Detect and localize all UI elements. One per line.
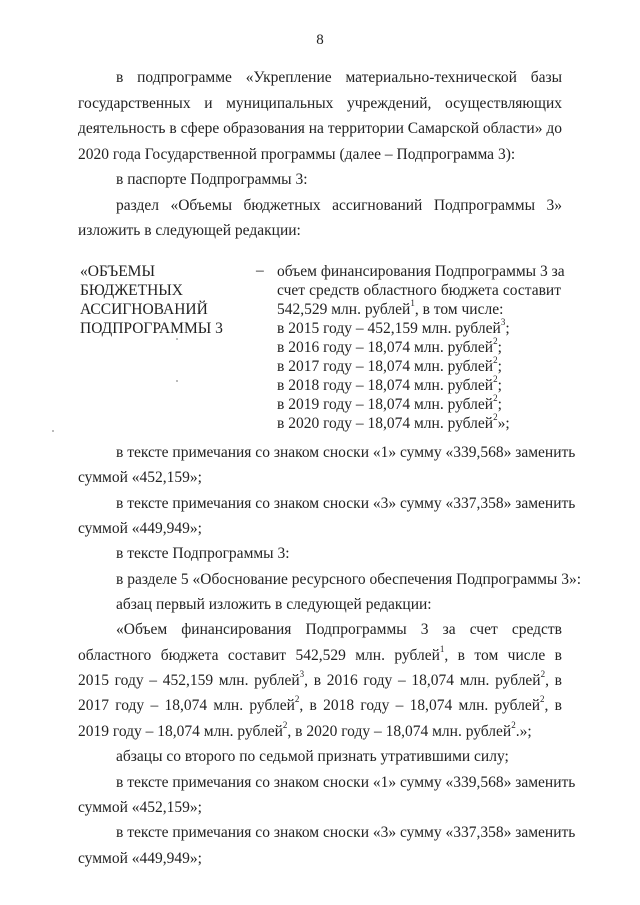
table-year-line: в 2015 году – 452,159 млн. рублей$^3$;: [277, 316, 510, 337]
paragraph-line: суммой «449,949»;: [78, 850, 202, 867]
paragraph-line: в тексте примечания со знаком сноски «3» сумму «337,358» заменить: [116, 495, 576, 512]
table-left-line: АССИГНОВАНИЙ: [80, 301, 208, 318]
scan-speck: [176, 380, 178, 382]
table-right-column: [277, 262, 565, 433]
table-year-line: в 2020 году – 18,074 млн. рублей$^2$»;: [277, 411, 510, 432]
paragraph-line: в тексте Подпрограммы 3:: [116, 545, 290, 562]
table-year-line: в 2018 году – 18,074 млн. рублей$^2$;: [277, 373, 502, 394]
table-right-line: объем финансирования Подпрограммы 3 за: [277, 263, 565, 280]
paragraph-line: 2017 году – 18,074 млн. рублей$^2$, в 2018 году – 18,074 млн. рублей$^2$, в: [78, 693, 562, 714]
paragraph-line: абзацы со второго по седьмой признать утратившими силу;: [116, 748, 509, 765]
paragraph-line: в тексте примечания со знаком сноски «1» сумму «339,568» заменить: [116, 444, 576, 461]
paragraph-line: изложить в следующей редакции:: [78, 222, 301, 239]
table-left-line: ПОДПРОГРАММЫ 3: [80, 320, 223, 337]
paragraph-line: суммой «452,159»;: [78, 799, 202, 816]
paragraph-line: деятельность в сфере образования на территории Самарской области» до: [78, 120, 562, 137]
paragraph-line: раздел «Объемы бюджетных ассигнований Подпрограммы 3»: [116, 197, 562, 214]
page-number: 8: [316, 32, 324, 48]
table-year-line: в 2016 году – 18,074 млн. рублей$^2$;: [277, 335, 502, 356]
paragraph-line: абзац первый изложить в следующей редакции:: [116, 596, 432, 613]
scan-speck: [52, 430, 54, 432]
paragraph-line: областного бюджета составит 542,529 млн. рублей$^1$, в том числе в: [78, 643, 562, 664]
table-year-line: в 2019 году – 18,074 млн. рублей$^2$;: [277, 392, 502, 413]
paragraph-line: суммой «449,949»;: [78, 520, 202, 537]
paragraph-line: государственных и муниципальных учреждений, осуществляющих: [78, 95, 562, 112]
paragraph-line: в паспорте Подпрограммы 3:: [116, 171, 308, 188]
paragraph-line: в тексте примечания со знаком сноски «1» сумму «339,568» заменить: [116, 774, 576, 791]
paragraph-line: в тексте примечания со знаком сноски «3» сумму «337,358» заменить: [116, 824, 576, 841]
paragraph-line: в подпрограмме «Укрепление материально-технической базы: [116, 69, 562, 86]
paragraph-line: 2020 года Государственной программы (далее – Подпрограмма 3):: [78, 146, 516, 163]
paragraph-line: 2019 году – 18,074 млн. рублей$^2$, в 2020 году – 18,074 млн. рублей$^2$.»;: [78, 719, 532, 740]
paragraph-line: в разделе 5 «Обоснование ресурсного обеспечения Подпрограммы 3»:: [116, 571, 581, 588]
scan-speck: [176, 338, 178, 340]
table-left-line: БЮДЖЕТНЫХ: [80, 282, 183, 299]
table-left-column: [80, 262, 223, 338]
table-left-line: «ОБЪЕМЫ: [80, 263, 155, 280]
table-dash: –: [256, 262, 264, 279]
paragraph-line: суммой «452,159»;: [78, 469, 202, 486]
paragraph-line: 2015 году – 452,159 млн. рублей$^3$, в 2016 году – 18,074 млн. рублей$^2$, в: [78, 668, 562, 689]
table-right-line: счет средств областного бюджета составит: [277, 282, 561, 299]
paragraph-line: «Объем финансирования Подпрограммы 3 за счет средств: [116, 621, 562, 638]
table-right-line: 542,529 млн. рублей$^1$, в том числе:: [277, 297, 504, 318]
table-year-line: в 2017 году – 18,074 млн. рублей$^2$;: [277, 354, 502, 375]
